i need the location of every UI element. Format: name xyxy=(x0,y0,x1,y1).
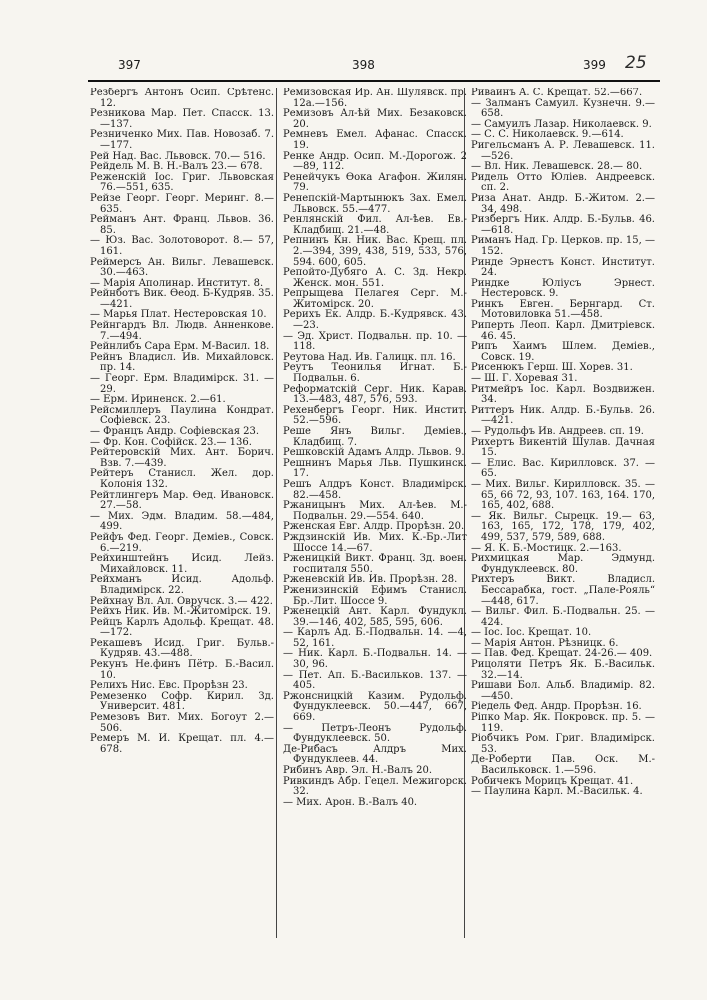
directory-entry: Рженская Евг. Алдр. Прорѣзн. 20. xyxy=(283,521,465,533)
column-3 xyxy=(471,88,655,993)
directory-entry: Ренейчукъ Ѳока Агафон. Жилян. 79. xyxy=(283,171,467,194)
directory-entry: Риттеръ Ник. Алдр. Б.-Бульв. 26. —421. xyxy=(471,404,655,427)
directory-entry: — С. С. Николаевск. 9.—614. xyxy=(471,129,624,141)
directory-entry: Ремизовъ Ал-ѣй Мих. Безаковск. 20. xyxy=(283,108,467,130)
directory-entry: — Мих. Эдм. Владим. 58.—484, 499. xyxy=(90,510,274,533)
directory-entry: Ремизовская Ир. Ан. Шулявск. пр. 12а.—156. xyxy=(283,88,467,109)
directory-entry: Реймерсъ Ан. Вильг. Левашевск. 30.—463. xyxy=(90,256,274,279)
directory-entry: Ремезенко Софр. Кирил. Зд. Университ. 481. xyxy=(90,690,274,713)
directory-entry: Рейнъ Владисл. Ив. Михайловск. пр. 14. xyxy=(90,351,274,374)
directory-entry: — Самуилъ Лазар. Николаевск. 9. xyxy=(471,118,652,130)
directory-entry: — Эд. Христ. Подвальн. пр. 10. —118. xyxy=(283,330,467,353)
directory-entry: Ридель Отто Юліев. Андреевск. сп. 2. xyxy=(471,171,655,194)
directory-entry: Релихъ Нис. Евс. Прорѣзн 23. xyxy=(90,680,248,692)
directory-entry: Рицоляти Петръ Як. Б.-Васильк. 32.—14. xyxy=(471,659,655,681)
directory-entry: — Юз. Вас. Золотоворот. 8.— 57, 161. xyxy=(90,235,274,257)
directory-entry: Рейнботъ Вик. Ѳеод. Б-Кудряв. 35.—421. xyxy=(90,288,274,310)
directory-entry: Ритмейръ Іос. Карл. Воздвижен. 34. xyxy=(471,383,655,406)
directory-entry: Ризбергъ Ник. Алдр. Б.-Бульв. 46.—618. xyxy=(471,214,655,236)
directory-entry: Репнинъ Кн. Ник. Вас. Крещ. пл. 2.—394, 399, 438, 519, 533, 576, 594. 600, 605. xyxy=(283,235,467,268)
directory-entry: Реутъ Теонилья Игнат. Б.-Подвальн. 6. xyxy=(283,362,467,385)
directory-entry: Ріобчикъ Ром. Григ. Владимірск. 53. xyxy=(471,733,655,755)
directory-entry: — Марья Плат. Нестеровская 10. xyxy=(90,309,267,321)
directory-entry: Ремневъ Емел. Афанас. Спасск. 19. xyxy=(283,129,467,151)
directory-entry: — Як. Вильг. Сырецк. 19.— 63, 163, 165, 172, 178, 179, 402, 499, 537, 579, 589, 688. xyxy=(471,510,655,543)
directory-entry: Рей Над. Вас. Львовск. 70.— 516. xyxy=(90,150,266,162)
directory-entry: Рисенюкъ Герш. Ш. Хорев. 31. xyxy=(471,362,633,374)
directory-entry: — Марія Аполинар. Институт. 8. xyxy=(90,277,264,289)
directory-entry: Риндке Юліусъ Эрнест. Нестеровск. 9. xyxy=(471,277,655,300)
directory-entry: Ржаницынъ Мих. Ал-ѣев. М.-Подвальн. 29.—554. 640. xyxy=(283,500,467,522)
directory-entry: Рехенбергъ Георг. Ник. Инстит. 52.—596. xyxy=(283,404,467,427)
directory-entry: Рекашевъ Исид. Григ. Бульв.-Кудряв. 43.—488. xyxy=(90,637,274,660)
page-number-left: 397 xyxy=(118,58,141,72)
directory-entry: Рейтеровскій Мих. Ант. Борич. Взв. 7.—439. xyxy=(90,447,274,469)
directory-entry: — Карлъ Ад. Б.-Подвальн. 14. —4, 52, 161. xyxy=(283,627,467,649)
directory-entry: Ржонсницкій Казим. Рудольф. Фундуклеевск. 50.—447, 667, 669. xyxy=(283,690,467,724)
directory-entry: — Ш. Г. Хоревая 31. xyxy=(471,373,578,385)
directory-entry: Риваинъ А. С. Крещат. 52.—667. xyxy=(471,88,643,98)
directory-entry: Рженецкій Ант. Карл. Фундукл. 39.—146, 402, 585, 595, 606. xyxy=(283,606,467,628)
directory-entry: Рейнлибъ Сара Ерм. М-Васил. 18. xyxy=(90,341,270,353)
directory-entry: Рейфъ Фед. Георг. Деміев., Совск. 6.—219. xyxy=(90,531,274,554)
directory-entry: Реутова Над. Ив. Галицк. пл. 16. xyxy=(283,351,456,363)
directory-entry: Рихертъ Викентій Шулав. Дачная 15. xyxy=(471,436,655,459)
directory-entry: Рихмицкая Мар. Эдмунд. Фундуклеевск. 80. xyxy=(471,553,655,575)
directory-entry: — Ерм. Ириненск. 2.—61. xyxy=(90,394,226,406)
directory-entry: — Рудольфъ Ив. Андреев. сп. 19. xyxy=(471,426,644,437)
column-1 xyxy=(90,88,274,993)
directory-entry: Рейзе Георг. Георг. Меринг. 8.— 635. xyxy=(90,192,274,215)
directory-entry: Ренепскій-Мартынюкъ Зах. Емел. Львовск. 55.—477. xyxy=(283,192,467,215)
directory-entry: Рихтеръ Викт. Владисл. Бессарабка, гост. „Пале-Рояль“ —448, 617. xyxy=(471,574,655,607)
directory-entry: — Марія Антон. Рѣзницк. 6. xyxy=(471,637,619,649)
directory-entry: Рейхинштейнъ Исид. Лейз. Михайловск. 11. xyxy=(90,553,274,575)
directory-entry: Реше Янъ Вильг. Деміев., Кладбищ. 7. xyxy=(283,426,467,448)
directory-entry: Реформатскій Серг. Ник. Карав. 13.—483, 487, 576, 593. xyxy=(283,383,467,406)
directory-entry: Ремезовъ Вит. Мих. Богоут 2.— 506. xyxy=(90,712,274,734)
directory-entry: Рейманъ Ант. Франц. Львов. 36. 85. xyxy=(90,214,274,236)
directory-entry: Ригельсманъ А. Р. Левашевск. 11. —526. xyxy=(471,139,655,162)
directory-entry: — Мих. Арон. В.-Валъ 40. xyxy=(283,796,418,808)
directory-entry: Репрыщева Пелагея Серг. М.-Житомірск. 20. xyxy=(283,288,467,310)
header-rule xyxy=(88,80,660,82)
directory-entry: — Я. К. Б.-Мостицк. 2.—163. xyxy=(471,542,622,554)
directory-entry: Рерихъ Ек. Алдр. Б.-Кудрявск. 43.—23. xyxy=(283,309,467,332)
directory-entry: — Пет. Ап. Б.-Васильков. 137. —405. xyxy=(283,669,467,692)
directory-entry: Рейцъ Карлъ Адольф. Крещат. 48.—172. xyxy=(90,616,274,639)
directory-entry: Де-Рибасъ Алдръ Мих. Фундуклеев. 44. xyxy=(283,743,467,766)
directory-entry: Резникова Мар. Пет. Спасск. 13. —137. xyxy=(90,108,274,130)
directory-entry: Робичекъ Морицъ Крещат. 41. xyxy=(471,775,634,787)
directory-entry: — Ник. Карл. Б.-Подвальн. 14. —30, 96. xyxy=(283,648,467,671)
directory-entry: Ренлянскій Фил. Ал-ѣев. Ев.-Кладбищ. 21.—48. xyxy=(283,214,467,236)
handwritten-page-mark: 25 xyxy=(625,53,647,73)
page-header xyxy=(90,53,650,78)
directory-entry: — Іос. Іос. Крещат. 10. xyxy=(471,627,592,639)
directory-entry: Риперть Леоп. Карл. Дмитріевск. 46. 45. xyxy=(471,320,655,342)
directory-entry: Рейдель М. В. Н.-Валъ 23.— 678. xyxy=(90,161,263,173)
directory-entry: Рейтлингеръ Мар. Ѳед. Ивановск. 27.—58. xyxy=(90,489,274,512)
directory-entry: Рейхманъ Исид. Адольф. Владимірск. 22. xyxy=(90,574,274,596)
directory-entry: Рждзинскій Ив. Мих. К.-Бр.-Лит Шоссе 14.—67. xyxy=(283,531,467,554)
directory-entry: Рженицкій Викт. Франц. Зд. воен. госпиталя 550. xyxy=(283,553,467,575)
directory-entry: Рженизинскій Ефимъ Станисл. Бр.-Лит. Шоссе 9. xyxy=(283,584,467,607)
directory-entry: Резбергъ Антонъ Осип. Срѣтенс. 12. xyxy=(90,88,274,109)
directory-entry: — Залманъ Самуил. Кузнечн. 9.—658. xyxy=(471,97,655,120)
directory-entry: Репойто-Дубяго А. С. Зд. Некр. Женск. мон. 551. xyxy=(283,267,467,289)
directory-entry: Рейнгардъ Вл. Людв. Анненкове. 7.—494. xyxy=(90,320,274,342)
directory-entry: Ришави Бол. Альб. Владимір. 82. —450. xyxy=(471,680,655,702)
page-number-right: 399 xyxy=(583,58,606,72)
directory-entry: Рейсмиллеръ Паулина Кондрат. Софіевск. 23. xyxy=(90,404,274,427)
directory-entry: — Паулина Карл. М.-Васильк. 4. xyxy=(471,786,643,798)
directory-entry: Ринде Эрнестъ Конст. Институт. 24. xyxy=(471,256,655,279)
directory-entry: Рженевскій Ив. Ив. Прорѣзн. 28. xyxy=(283,574,458,586)
directory-entry: Рейхнау Вл. Ал. Овручск. 3.— 422. xyxy=(90,595,273,607)
column-2 xyxy=(283,88,467,993)
directory-entry: — Вильг. Фил. Б.-Подвальн. 25. —424. xyxy=(471,606,655,628)
directory-entry: Риманъ Над. Гр. Церков. пр. 15, —152. xyxy=(471,235,655,257)
directory-entry: — Францъ Андр. Софіевская 23. xyxy=(90,426,260,437)
directory-entry: Де-Роберти Пав. Оск. М.-Васильковск. 1.—596. xyxy=(471,754,655,776)
directory-entry: Рипъ Хаимъ Шлем. Деміев., Совск. 19. xyxy=(471,341,655,363)
directory-entry: Реженскій Іос. Григ. Львовская 76.—551, 635. xyxy=(90,171,274,194)
directory-entry: — Мих. Вильг. Кирилловск. 35. —65, 66 72, 93, 107. 163, 164. 170, 165, 402, 688. xyxy=(471,478,655,512)
directory-entry: Решковскій Адамъ Алдр. Львов. 9. xyxy=(283,447,465,459)
directory-entry: — Петръ-Леонъ Рудольф. Фундуклеевск. 50. xyxy=(283,722,467,745)
directory-columns xyxy=(90,88,660,993)
directory-entry: Ремеръ М. И. Крещат. пл. 4.— 678. xyxy=(90,733,274,755)
directory-entry: Ріпко Мар. Як. Покровск. пр. 5. —119. xyxy=(471,712,655,734)
directory-entry: Риза Анат. Андр. Б.-Житом. 2.— 34, 498. xyxy=(471,192,655,215)
directory-entry: Решъ Алдръ Конст. Владимірск. 82.—458. xyxy=(283,478,467,501)
directory-entry: Рекунъ Не.финъ Пётр. Б.-Васил. 10. xyxy=(90,659,274,681)
directory-entry: — Георг. Ерм. Владимірск. 31. —29. xyxy=(90,373,274,395)
directory-entry: Ривкиндъ Абр. Гецел. Межигорск. 32. xyxy=(283,775,467,798)
page-number-center: 398 xyxy=(352,58,375,72)
directory-entry: Рейхъ Ник. Ив. М.-Житомірск. 19. xyxy=(90,606,271,618)
directory-entry: Резниченко Мих. Пав. Новозаб. 7.—177. xyxy=(90,129,274,151)
directory-entry: Решнинъ Марья Льв. Пушкинск. 17. xyxy=(283,457,467,480)
directory-entry: Ренке Андр. Осип. М.-Дорогож. 2—89, 112. xyxy=(283,150,467,173)
directory-entry: Рибинъ Авр. Эл. Н.-Валъ 20. xyxy=(283,765,432,776)
directory-entry: Рейтеръ Станисл. Жел. дор. Колонія 132. xyxy=(90,468,274,490)
directory-entry: Ріедель Фед. Андр. Прорѣзн. 16. xyxy=(471,701,642,713)
directory-entry: — Пав. Фед. Крещат. 24-26.— 409. xyxy=(471,648,653,660)
directory-entry: — Фр. Кон. Софійск. 23.— 136. xyxy=(90,436,252,448)
directory-entry: — Вл. Ник. Левашевск. 28.— 80. xyxy=(471,161,643,173)
directory-entry: Ринкъ Евген. Бернгард. Ст. Мотовиловка 51.—458. xyxy=(471,298,655,321)
directory-entry: — Елис. Вас. Кирилловск. 37. —65. xyxy=(471,457,655,480)
